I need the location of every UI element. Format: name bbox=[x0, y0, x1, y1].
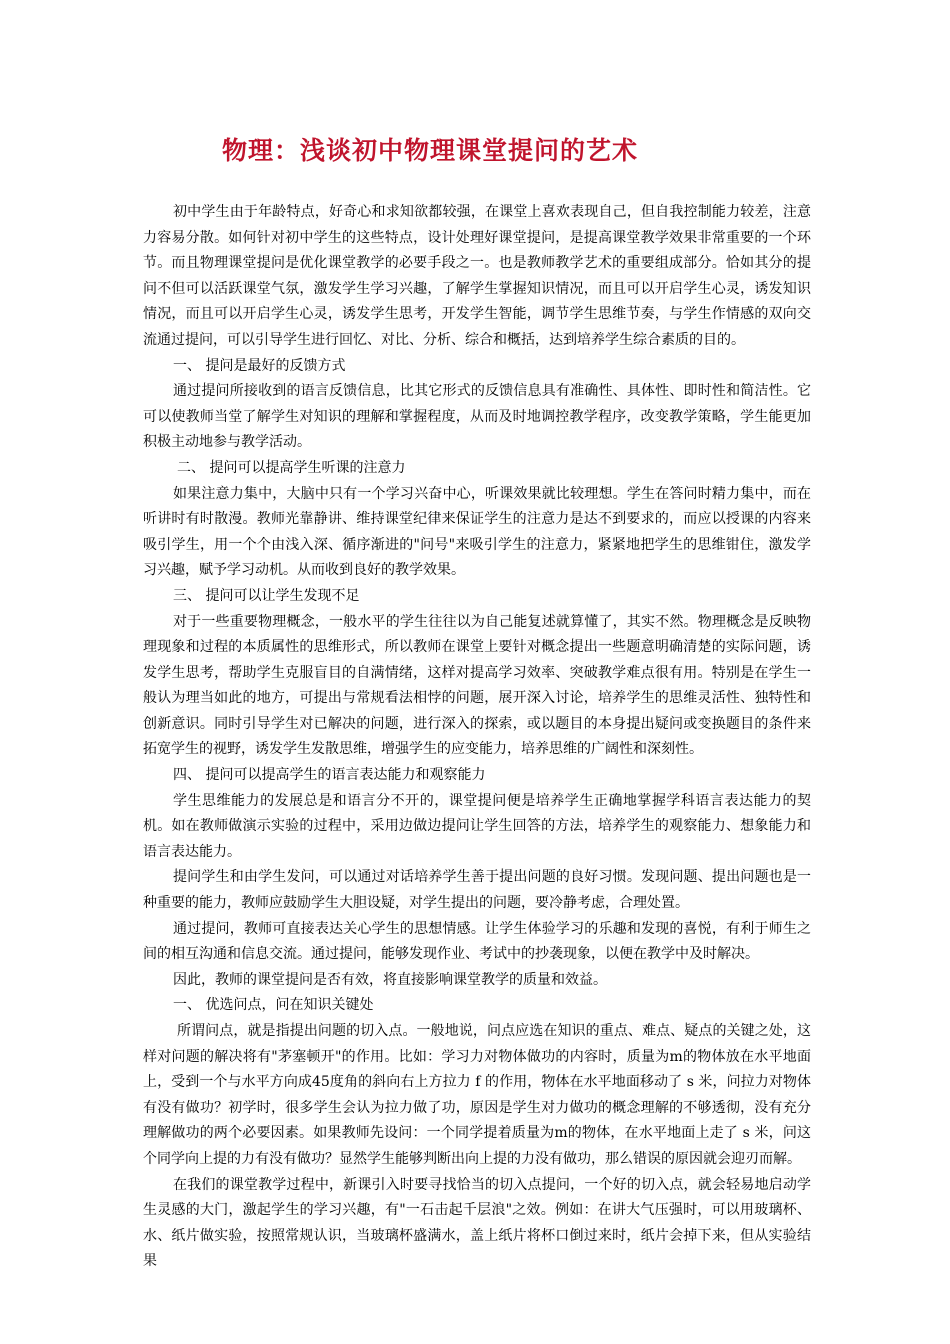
body-paragraph: 提问学生和由学生发问，可以通过对话培养学生善于提出问题的良好习惯。发现问题、提出问题也是一种重要的能力，教师应鼓励学生大胆设疑，对学生提出的问题，要冷静考虑，合理处置。 bbox=[143, 869, 811, 912]
document-body bbox=[143, 200, 811, 1275]
section-heading-2: 二、 提问可以提高学生听课的注意力 bbox=[177, 459, 406, 476]
body-paragraph: 如果注意力集中，大脑中只有一个学习兴奋中心，听课效果就比较理想。学生在答问时精力集中，而在听讲时有时散漫。教师光靠静讲、维持课堂纪律来保证学生的注意力是达不到要求的，而应以授课的内容来吸引学生，用一个个由浅入深、循序渐进的"问号"来吸引学生的注意力，紧紧地把学生的思维钳住，激发学习兴趣，赋予学习动机。从而收到良好的教学效果。 bbox=[143, 485, 811, 579]
body-paragraph: 在我们的课堂教学过程中，新课引入时要寻找恰当的切入点提问，一个好的切入点，就会轻易地启动学生灵感的大门，激起学生的学习兴趣，有"一石击起千层浪"之效。例如：在讲大气压强时，可以用玻璃杯、水、纸片做实验，按照常规认识，当玻璃杯盛满水，盖上纸片将杯口倒过来时，纸片会掉下来，但从实验结果 bbox=[143, 1176, 811, 1270]
body-paragraph: 学生思维能力的发展总是和语言分不开的，课堂提问便是培养学生正确地掌握学科语言表达能力的契机。如在教师做演示实验的过程中，采用边做边提问让学生回答的方法，培养学生的观察能力、想象能力和语言表达能力。 bbox=[143, 792, 811, 860]
intro-paragraph: 初中学生由于年龄特点，好奇心和求知欲都较强，在课堂上喜欢表现自己，但自我控制能力较差，注意力容易分散。如何针对初中学生的这些特点，设计处理好课堂提问，是提高课堂教学效果非常重要的一个环节。而且物理课堂提问是优化课堂教学的必要手段之一。也是教师教学艺术的重要组成部分。恰如其分的提问不但可以活跃课堂气氛，激发学生学习兴趣，了解学生掌握知识情况，而且可以开启学生心灵，诱发知识情况，而且可以开启学生心灵，诱发学生思考，开发学生智能，调节学生思维节奏，与学生作情感的双向交流通过提问，可以引导学生进行回忆、对比、分析、综合和概括，达到培养学生综合素质的目的。 bbox=[143, 204, 811, 348]
document-title: 物理：浅谈初中物理课堂提问的艺术 bbox=[221, 136, 638, 165]
section-heading-4: 四、 提问可以提高学生的语言表达能力和观察能力 bbox=[173, 767, 486, 784]
body-paragraph: 通过提问所接收到的语言反馈信息，比其它形式的反馈信息具有准确性、具体性、即时性和简洁性。它可以使教师当堂了解学生对知识的理解和掌握程度，从而及时地调控教学程序，改变教学策略，学生能更加积极主动地参与教学活动。 bbox=[143, 383, 811, 451]
section-heading-1: 一、 提问是最好的反馈方式 bbox=[173, 357, 346, 374]
body-paragraph: 所谓问点，就是指提出问题的切入点。一般地说，问点应选在知识的重点、难点、疑点的关键之处，这样对问题的解决将有"茅塞顿开"的作用。比如：学习力对物体做功的内容时，质量为m的物体放在水平地面上，受到一个与水平方向成45度角的斜向右上方拉力 f 的作用，物体在水平地面移动了 s 米，问拉力对物体有没有做功？初学时，很多学生会认为拉力做了功，原因是学生对力做功的概念理解的不够透彻，没有充分理解做功的两个必要因素。如果教师先设问：一个同学提着质量为m的物体，在水平地面上走了 s 米，问这个同学向上提的力有没有做功？显然学生能够判断出向上提的力没有做功，那么错误的原因就会迎刃而解。 bbox=[143, 1023, 811, 1167]
section-heading-5: 一、 优选问点，问在知识关键处 bbox=[173, 997, 374, 1014]
body-paragraph: 因此，教师的课堂提问是否有效，将直接影响课堂教学的质量和效益。 bbox=[173, 971, 607, 988]
body-paragraph: 通过提问，教师可直接表达关心学生的思想情感。让学生体验学习的乐趣和发现的喜悦，有利于师生之间的相互沟通和信息交流。通过提问，能够发现作业、考试中的抄袭现象，以便在教学中及时解决。 bbox=[143, 920, 811, 963]
section-heading-3: 三、 提问可以让学生发现不足 bbox=[173, 587, 360, 604]
body-paragraph: 对于一些重要物理概念，一般水平的学生往往以为自己能复述就算懂了，其实不然。物理概念是反映物理现象和过程的本质属性的思维形式，所以教师在课堂上要针对概念提出一些题意明确清楚的实际问题，诱发学生思考，帮助学生克服盲目的自满情绪，这样对提高学习效率、突破教学难点很有用。特别是在学生一般认为理当如此的地方，可提出与常规看法相悖的问题，展开深入讨论，培养学生的思维灵活性、独特性和创新意识。同时引导学生对已解决的问题，进行深入的探索，或以题目的本身提出疑问或变换题目的条件来拓宽学生的视野，诱发学生发散思维，增强学生的应变能力，培养思维的广阔性和深刻性。 bbox=[143, 613, 811, 758]
